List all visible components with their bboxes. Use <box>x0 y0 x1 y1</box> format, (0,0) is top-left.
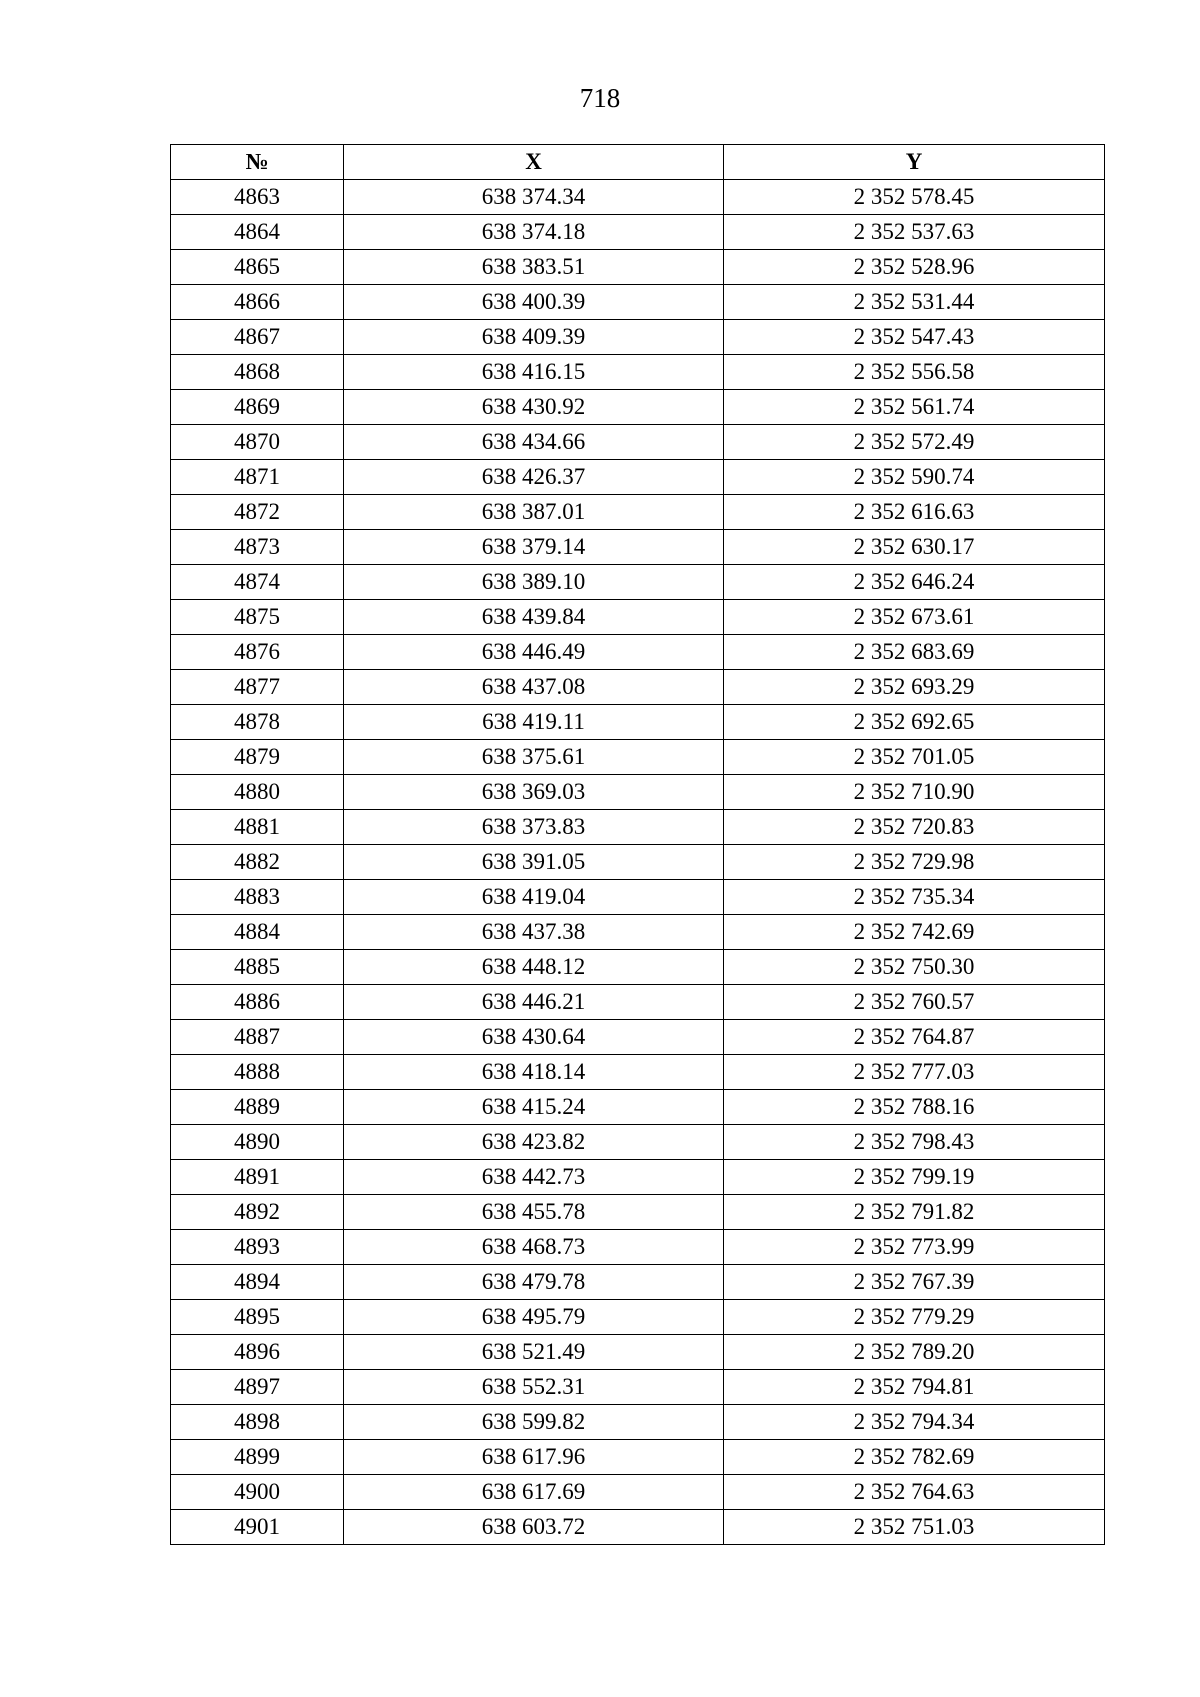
cell-x: 638 389.10 <box>344 565 724 600</box>
cell-y: 2 352 789.20 <box>724 1335 1105 1370</box>
cell-y: 2 352 751.03 <box>724 1510 1105 1545</box>
cell-x: 638 426.37 <box>344 460 724 495</box>
cell-y: 2 352 590.74 <box>724 460 1105 495</box>
cell-number: 4888 <box>171 1055 344 1090</box>
cell-number: 4877 <box>171 670 344 705</box>
table-row <box>171 1475 1105 1510</box>
table-row <box>171 1125 1105 1160</box>
header-y: Y <box>724 145 1105 180</box>
cell-number: 4869 <box>171 390 344 425</box>
cell-number: 4867 <box>171 320 344 355</box>
coordinates-table <box>170 144 1105 1545</box>
cell-number: 4878 <box>171 705 344 740</box>
cell-number: 4873 <box>171 530 344 565</box>
table-row <box>171 460 1105 495</box>
cell-y: 2 352 561.74 <box>724 390 1105 425</box>
cell-number: 4884 <box>171 915 344 950</box>
cell-x: 638 495.79 <box>344 1300 724 1335</box>
cell-number: 4866 <box>171 285 344 320</box>
cell-number: 4864 <box>171 215 344 250</box>
cell-y: 2 352 528.96 <box>724 250 1105 285</box>
cell-y: 2 352 692.65 <box>724 705 1105 740</box>
cell-number: 4863 <box>171 180 344 215</box>
table-row <box>171 1335 1105 1370</box>
cell-y: 2 352 791.82 <box>724 1195 1105 1230</box>
table-row <box>171 285 1105 320</box>
cell-x: 638 409.39 <box>344 320 724 355</box>
table-header <box>171 145 1105 180</box>
cell-y: 2 352 777.03 <box>724 1055 1105 1090</box>
cell-number: 4900 <box>171 1475 344 1510</box>
table-row <box>171 320 1105 355</box>
cell-number: 4865 <box>171 250 344 285</box>
cell-y: 2 352 799.19 <box>724 1160 1105 1195</box>
cell-x: 638 446.21 <box>344 985 724 1020</box>
cell-x: 638 434.66 <box>344 425 724 460</box>
cell-y: 2 352 794.34 <box>724 1405 1105 1440</box>
cell-y: 2 352 767.39 <box>724 1265 1105 1300</box>
cell-x: 638 369.03 <box>344 775 724 810</box>
cell-number: 4892 <box>171 1195 344 1230</box>
cell-number: 4883 <box>171 880 344 915</box>
cell-x: 638 375.61 <box>344 740 724 775</box>
cell-number: 4898 <box>171 1405 344 1440</box>
cell-x: 638 419.04 <box>344 880 724 915</box>
cell-y: 2 352 531.44 <box>724 285 1105 320</box>
cell-number: 4890 <box>171 1125 344 1160</box>
table-row <box>171 635 1105 670</box>
cell-y: 2 352 779.29 <box>724 1300 1105 1335</box>
cell-number: 4876 <box>171 635 344 670</box>
table-row <box>171 1440 1105 1475</box>
cell-x: 638 415.24 <box>344 1090 724 1125</box>
table-row <box>171 390 1105 425</box>
cell-number: 4881 <box>171 810 344 845</box>
cell-y: 2 352 710.90 <box>724 775 1105 810</box>
cell-x: 638 391.05 <box>344 845 724 880</box>
header-x: X <box>344 145 724 180</box>
cell-x: 638 617.96 <box>344 1440 724 1475</box>
table-row <box>171 880 1105 915</box>
cell-number: 4875 <box>171 600 344 635</box>
table-row <box>171 845 1105 880</box>
table-row <box>171 1300 1105 1335</box>
cell-y: 2 352 760.57 <box>724 985 1105 1020</box>
cell-x: 638 599.82 <box>344 1405 724 1440</box>
cell-x: 638 617.69 <box>344 1475 724 1510</box>
table-row <box>171 600 1105 635</box>
cell-y: 2 352 616.63 <box>724 495 1105 530</box>
cell-y: 2 352 693.29 <box>724 670 1105 705</box>
cell-x: 638 416.15 <box>344 355 724 390</box>
table-row <box>171 1370 1105 1405</box>
table-row <box>171 1160 1105 1195</box>
cell-number: 4886 <box>171 985 344 1020</box>
table-row <box>171 670 1105 705</box>
cell-number: 4870 <box>171 425 344 460</box>
cell-number: 4879 <box>171 740 344 775</box>
cell-y: 2 352 750.30 <box>724 950 1105 985</box>
cell-x: 638 379.14 <box>344 530 724 565</box>
table-row <box>171 1020 1105 1055</box>
header-row <box>171 145 1105 180</box>
cell-y: 2 352 735.34 <box>724 880 1105 915</box>
cell-x: 638 479.78 <box>344 1265 724 1300</box>
cell-x: 638 373.83 <box>344 810 724 845</box>
cell-x: 638 419.11 <box>344 705 724 740</box>
cell-x: 638 430.64 <box>344 1020 724 1055</box>
cell-y: 2 352 788.16 <box>724 1090 1105 1125</box>
cell-y: 2 352 764.87 <box>724 1020 1105 1055</box>
cell-x: 638 387.01 <box>344 495 724 530</box>
cell-y: 2 352 547.43 <box>724 320 1105 355</box>
table-row <box>171 1055 1105 1090</box>
cell-x: 638 423.82 <box>344 1125 724 1160</box>
table-row <box>171 1230 1105 1265</box>
cell-y: 2 352 764.63 <box>724 1475 1105 1510</box>
table-row <box>171 775 1105 810</box>
cell-y: 2 352 729.98 <box>724 845 1105 880</box>
page-number: 718 <box>579 83 621 113</box>
cell-x: 638 400.39 <box>344 285 724 320</box>
table-row <box>171 565 1105 600</box>
cell-x: 638 552.31 <box>344 1370 724 1405</box>
cell-y: 2 352 701.05 <box>724 740 1105 775</box>
cell-y: 2 352 556.58 <box>724 355 1105 390</box>
cell-number: 4872 <box>171 495 344 530</box>
cell-x: 638 418.14 <box>344 1055 724 1090</box>
table-row <box>171 1510 1105 1545</box>
cell-number: 4895 <box>171 1300 344 1335</box>
cell-y: 2 352 720.83 <box>724 810 1105 845</box>
cell-x: 638 442.73 <box>344 1160 724 1195</box>
cell-x: 638 437.08 <box>344 670 724 705</box>
cell-number: 4896 <box>171 1335 344 1370</box>
cell-y: 2 352 782.69 <box>724 1440 1105 1475</box>
cell-y: 2 352 537.63 <box>724 215 1105 250</box>
cell-number: 4874 <box>171 565 344 600</box>
table-row <box>171 1405 1105 1440</box>
header-number: № <box>171 145 344 180</box>
cell-x: 638 468.73 <box>344 1230 724 1265</box>
cell-number: 4887 <box>171 1020 344 1055</box>
cell-x: 638 430.92 <box>344 390 724 425</box>
cell-number: 4871 <box>171 460 344 495</box>
table-row <box>171 985 1105 1020</box>
cell-number: 4893 <box>171 1230 344 1265</box>
table-row <box>171 425 1105 460</box>
cell-x: 638 439.84 <box>344 600 724 635</box>
cell-number: 4899 <box>171 1440 344 1475</box>
cell-x: 638 374.18 <box>344 215 724 250</box>
cell-number: 4882 <box>171 845 344 880</box>
cell-x: 638 446.49 <box>344 635 724 670</box>
table-row <box>171 250 1105 285</box>
table-row <box>171 215 1105 250</box>
table-row <box>171 180 1105 215</box>
cell-number: 4885 <box>171 950 344 985</box>
table-row <box>171 1090 1105 1125</box>
cell-x: 638 455.78 <box>344 1195 724 1230</box>
cell-y: 2 352 630.17 <box>724 530 1105 565</box>
table-row <box>171 740 1105 775</box>
cell-number: 4891 <box>171 1160 344 1195</box>
table-row <box>171 810 1105 845</box>
cell-y: 2 352 578.45 <box>724 180 1105 215</box>
cell-y: 2 352 798.43 <box>724 1125 1105 1160</box>
cell-x: 638 383.51 <box>344 250 724 285</box>
table-row <box>171 1265 1105 1300</box>
cell-number: 4901 <box>171 1510 344 1545</box>
cell-y: 2 352 794.81 <box>724 1370 1105 1405</box>
cell-x: 638 521.49 <box>344 1335 724 1370</box>
cell-number: 4897 <box>171 1370 344 1405</box>
table-body <box>171 180 1105 1545</box>
cell-number: 4880 <box>171 775 344 810</box>
cell-y: 2 352 572.49 <box>724 425 1105 460</box>
cell-x: 638 374.34 <box>344 180 724 215</box>
cell-number: 4894 <box>171 1265 344 1300</box>
table-row <box>171 1195 1105 1230</box>
cell-y: 2 352 742.69 <box>724 915 1105 950</box>
cell-y: 2 352 646.24 <box>724 565 1105 600</box>
table-row <box>171 950 1105 985</box>
cell-x: 638 448.12 <box>344 950 724 985</box>
cell-x: 638 437.38 <box>344 915 724 950</box>
table-row <box>171 530 1105 565</box>
table-row <box>171 355 1105 390</box>
cell-x: 638 603.72 <box>344 1510 724 1545</box>
cell-number: 4868 <box>171 355 344 390</box>
cell-y: 2 352 683.69 <box>724 635 1105 670</box>
cell-y: 2 352 673.61 <box>724 600 1105 635</box>
table-row <box>171 915 1105 950</box>
table-row <box>171 705 1105 740</box>
cell-y: 2 352 773.99 <box>724 1230 1105 1265</box>
cell-number: 4889 <box>171 1090 344 1125</box>
table-row <box>171 495 1105 530</box>
